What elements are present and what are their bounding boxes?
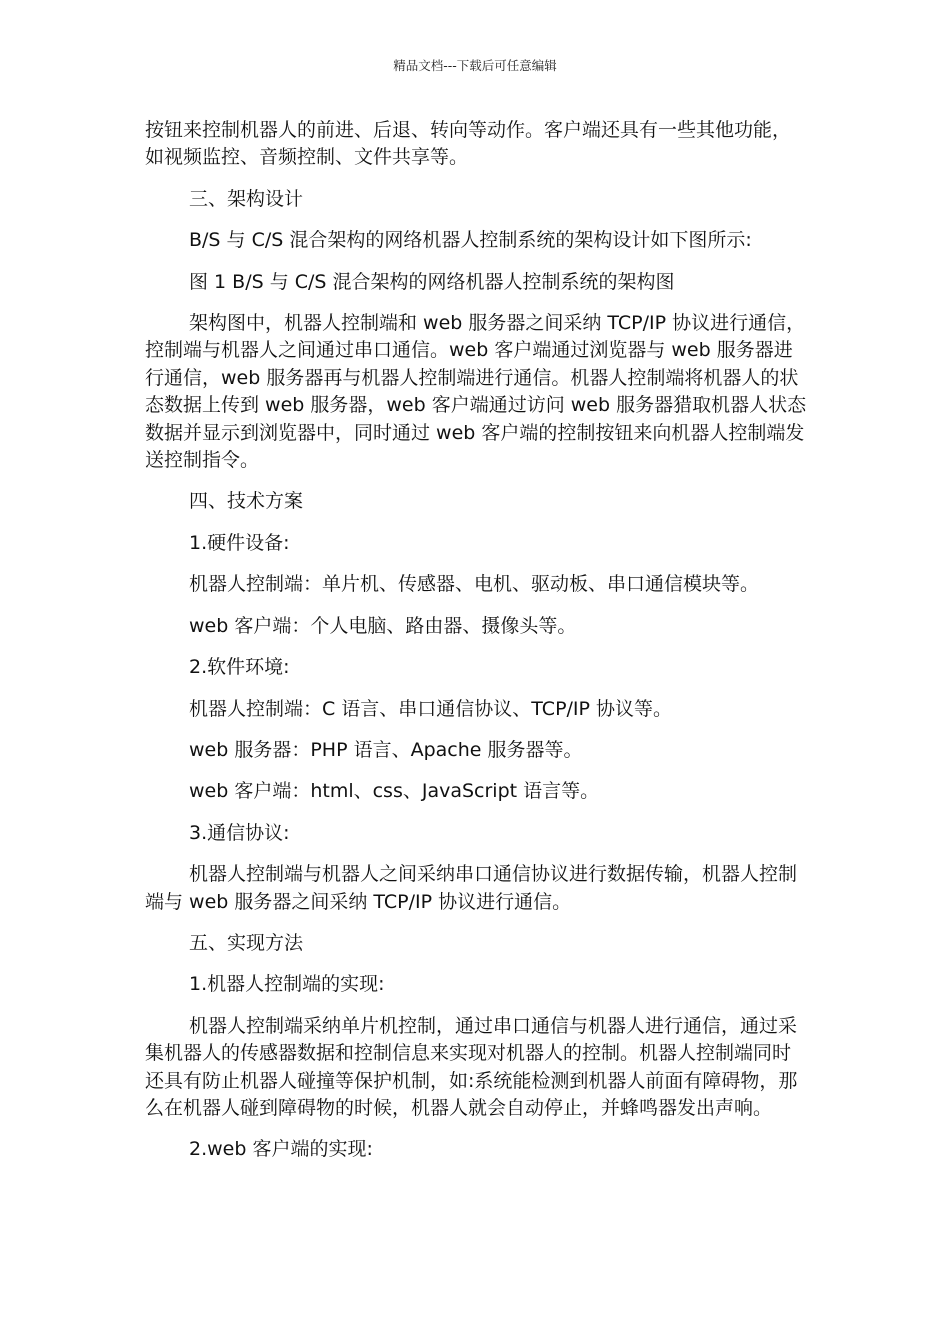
figure-caption: 图 1 B/S 与 C/S 混合架构的网络机器人控制系统的架构图	[189, 270, 675, 293]
subheading-protocol: 3.通信协议:	[189, 821, 290, 844]
section-heading-implementation: 五、实现方法	[189, 931, 304, 954]
list-item-hardware-controller: 机器人控制端：单片机、传感器、电机、驱动板、串口通信模块等。	[189, 573, 760, 596]
list-item-software-controller: 机器人控制端：C 语言、串口通信协议、TCP/IP 协议等。	[189, 697, 673, 720]
paragraph-controller-implementation: 机器人控制端采纳单片机控制，通过串口通信与机器人进行通信，通过采集机器人的传感器数据和控制信息来实现对机器人的控制。机器人控制端同时还具有防止机器人碰撞等保护机制，如:系统能检测到机器人前面有障碍物，那么在机器人碰到障碍物的时候，机器人就会自动停止，并蜂鸣器发出声响。	[145, 1014, 798, 1119]
subheading-client-implementation: 2.web 客户端的实现:	[189, 1138, 373, 1161]
subheading-hardware: 1.硬件设备:	[189, 531, 290, 554]
list-item-software-client: web 客户端：html、css、JavaScript 语言等。	[189, 780, 600, 803]
subheading-controller-implementation: 1.机器人控制端的实现:	[189, 973, 385, 996]
page-header: 精品文档---下载后可任意编辑	[393, 58, 557, 73]
document-body	[145, 117, 807, 1178]
section-heading-architecture: 三、架构设计	[189, 187, 304, 210]
section-heading-technical-plan: 四、技术方案	[189, 490, 304, 513]
list-item-software-server: web 服务器：PHP 语言、Apache 服务器等。	[189, 738, 583, 761]
paragraph-continuation: 按钮来控制机器人的前进、后退、转向等动作。客户端还具有一些其他功能，如视频监控、音频控制、文件共享等。	[145, 119, 792, 169]
paragraph-architecture-intro: B/S 与 C/S 混合架构的网络机器人控制系统的架构设计如下图所示:	[189, 229, 752, 252]
list-item-hardware-client: web 客户端：个人电脑、路由器、摄像头等。	[189, 614, 577, 637]
paragraph-architecture-description: 架构图中，机器人控制端和 web 服务器之间采纳 TCP/IP 协议进行通信，控制端与机器人之间通过串口通信。web 客户端通过浏览器与 web 服务器进行通信，web 服务器再与机器人控制端进行通信。机器人控制端将机器人的状态数据上传到 web 服务器，web 客户端通过访问 web 服务器猎取机器人状态数据并显示到浏览器中，同时通过 web 客户端的控制按钮来向机器人控制端发送控制指令。	[145, 312, 807, 472]
subheading-software: 2.软件环境:	[189, 656, 290, 679]
paragraph-protocol: 机器人控制端与机器人之间采纳串口通信协议进行数据传输，机器人控制端与 web 服务器之间采纳 TCP/IP 协议进行通信。	[145, 863, 798, 913]
